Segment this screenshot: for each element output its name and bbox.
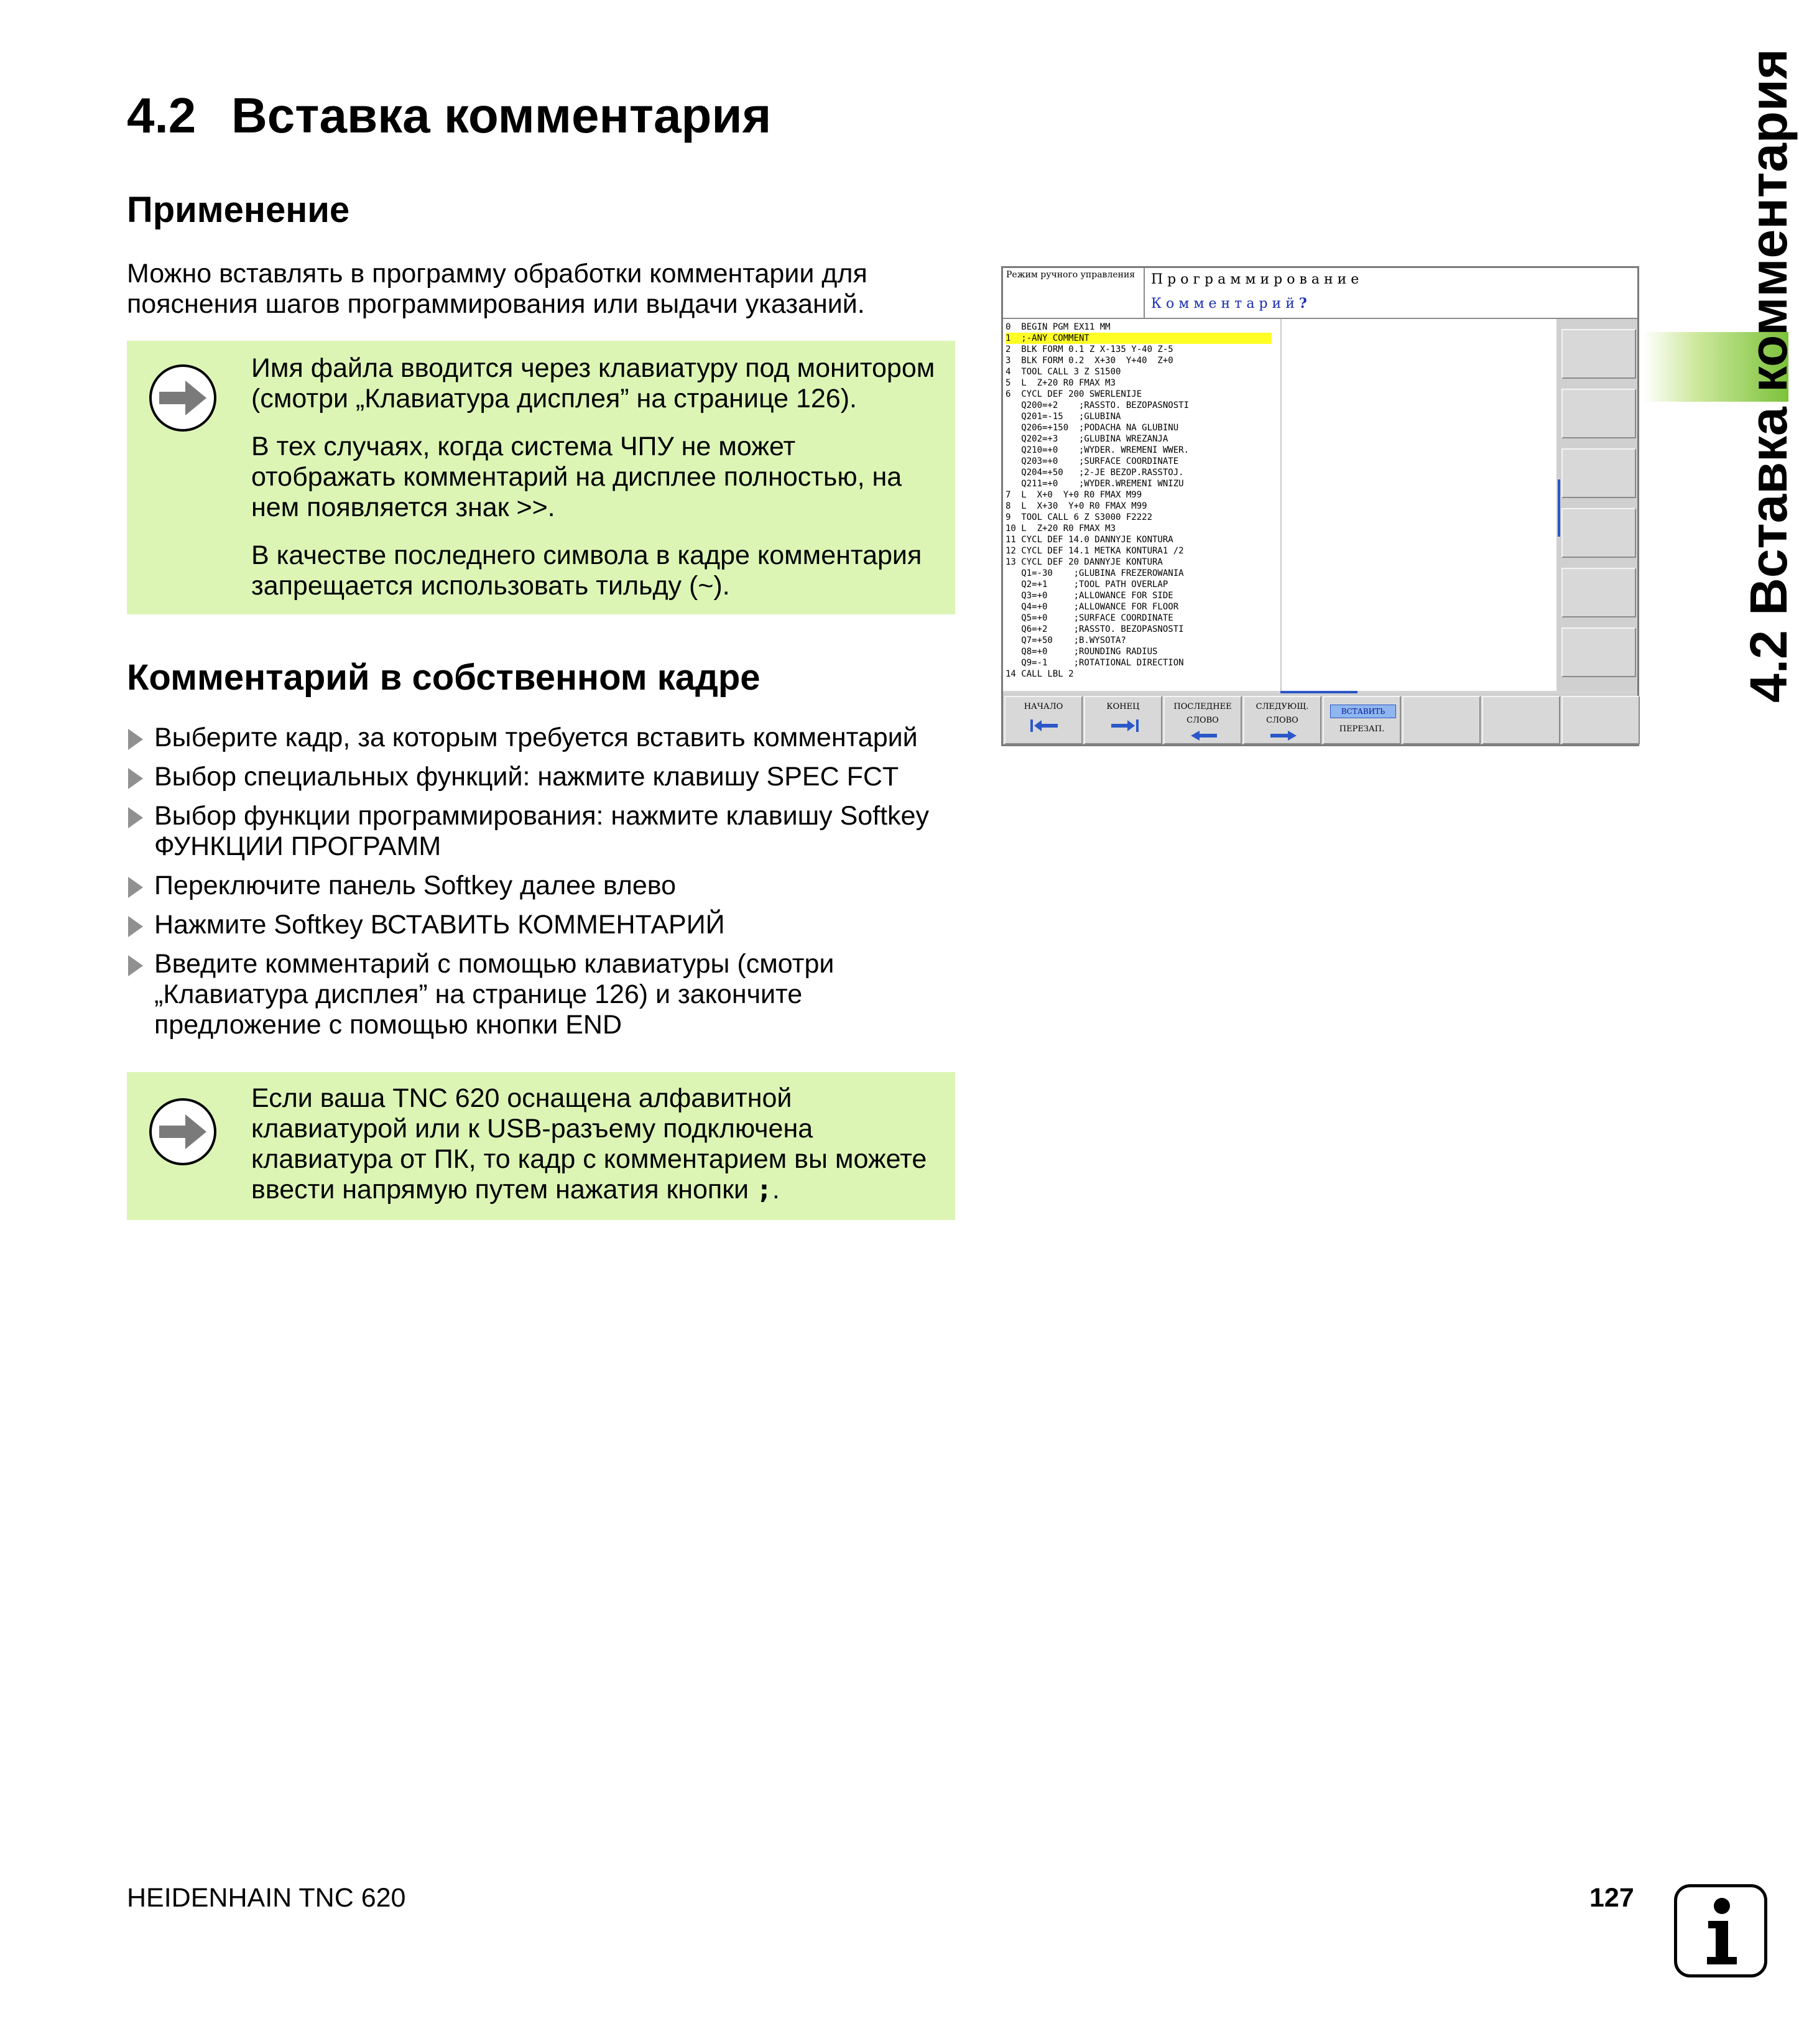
code-line[interactable]: 13 CYCL DEF 20 DANNYJE KONTURA xyxy=(1006,557,1163,567)
bullet-triangle-icon xyxy=(128,955,143,976)
code-line[interactable]: 12 CYCL DEF 14.1 METKA KONTURA1 /2 xyxy=(1006,546,1184,556)
vertical-softkey[interactable] xyxy=(1561,448,1636,498)
code-line[interactable]: Q202=+3 ;GLUBINA WREZANJA xyxy=(1006,434,1168,444)
code-line[interactable]: Q206=+150 ;PODACHA NA GLUBINU xyxy=(1006,423,1179,433)
code-line[interactable]: Q3=+0 ;ALLOWANCE FOR SIDE xyxy=(1006,591,1173,601)
softkey-start[interactable]: НАЧАЛО xyxy=(1004,696,1083,744)
arrow-left-to-bar-icon xyxy=(1029,718,1060,733)
step-item: Выберите кадр, за которым требуется вставить комментарий xyxy=(127,723,960,753)
vertical-softkey[interactable] xyxy=(1561,568,1636,617)
code-line[interactable]: 2 BLK FORM 0.1 Z X-135 Y-40 Z-5 xyxy=(1006,345,1173,354)
vertical-softkey[interactable] xyxy=(1561,329,1636,379)
graphics-area xyxy=(1280,319,1556,691)
step-item: Выбор функции программирования: нажмите клавишу Softkey ФУНКЦИИ ПРОГРАММ xyxy=(127,801,960,862)
code-line-selected[interactable]: 1 ;-ANY COMMENT xyxy=(1006,333,1272,344)
code-line[interactable]: 0 BEGIN PGM EX11 MM xyxy=(1006,322,1111,332)
vertical-softkey[interactable] xyxy=(1561,508,1636,558)
vertical-softkey[interactable] xyxy=(1561,627,1636,677)
softkey-previous-word[interactable]: ПОСЛЕДНЕЕ СЛОВО xyxy=(1163,696,1242,744)
bullet-triangle-icon xyxy=(128,729,143,750)
code-line[interactable]: Q204=+50 ;2-JE BEZOP.RASSTOJ. xyxy=(1006,468,1184,478)
softkey-empty[interactable] xyxy=(1482,696,1560,744)
intro-paragraph: Можно вставлять в программу обработки комментарии для пояснения шагов программирования или выдачи указаний. xyxy=(127,259,867,319)
code-line[interactable]: Q7=+50 ;B.WYSOTA? xyxy=(1006,636,1126,645)
code-line[interactable]: Q6=+2 ;RASSTO. BEZOPASNOSTI xyxy=(1006,624,1184,634)
note-1-paragraph: В качестве последнего символа в кадре комментария запрещается использовать тильду (~). xyxy=(251,540,922,601)
info-icon xyxy=(1674,1884,1767,1977)
code-line[interactable]: 6 CYCL DEF 200 SWERLENIJE xyxy=(1006,389,1142,399)
arrow-right-icon xyxy=(148,1097,218,1167)
code-line[interactable]: 9 TOOL CALL 6 Z S3000 F2222 xyxy=(1006,512,1153,522)
insert-mode-highlight: ВСТАВИТЬ xyxy=(1330,705,1396,718)
code-line[interactable]: Q211=+0 ;WYDER.WREMENI WNIZU xyxy=(1006,479,1184,489)
vertical-softkey-level-indicator xyxy=(1558,479,1560,537)
page-number: 127 xyxy=(1589,1883,1634,1913)
mode-label: Режим ручного управления xyxy=(1003,268,1145,319)
note-1-text xyxy=(251,353,936,619)
note-2-paragraph: Если ваша TNC 620 оснащена алфавитной клавиатурой или к USB-разъему подключена клавиатура от ПК, то кадр с комментарием вы можете ввести напрямую путем нажатия кнопки ;. xyxy=(251,1083,927,1205)
arrow-right-icon xyxy=(1268,729,1299,742)
code-line[interactable]: Q5=+0 ;SURFACE COORDINATE xyxy=(1006,613,1173,623)
softkey-insert-overwrite[interactable]: ВСТАВИТЬ ПЕРЕЗАП. xyxy=(1323,696,1401,744)
note-box-1 xyxy=(127,341,955,614)
subsection-title-application: Применение xyxy=(127,190,350,230)
code-line[interactable]: Q4=+0 ;ALLOWANCE FOR FLOOR xyxy=(1006,602,1179,612)
code-line[interactable]: Q8=+0 ;ROUNDING RADIUS xyxy=(1006,647,1158,657)
code-line[interactable]: Q210=+0 ;WYDER. WREMENI WWER. xyxy=(1006,445,1190,455)
code-line[interactable]: 3 BLK FORM 0.2 X+30 Y+40 Z+0 xyxy=(1006,356,1173,366)
softkey-end[interactable]: КОНЕЦ xyxy=(1084,696,1162,744)
step-item: Нажмите Softkey ВСТАВИТЬ КОММЕНТАРИЙ xyxy=(127,910,960,940)
softkey-empty[interactable] xyxy=(1561,696,1640,744)
section-title-text: Вставка комментария xyxy=(231,88,772,143)
code-line[interactable]: 5 L Z+20 R0 FMAX M3 xyxy=(1006,378,1116,388)
code-line[interactable]: Q1=-30 ;GLUBINA FREZEROWANIA xyxy=(1006,568,1184,578)
code-line[interactable]: 8 L X+30 Y+0 R0 FMAX M99 xyxy=(1006,501,1147,511)
note-2-text xyxy=(251,1083,936,1205)
arrow-left-icon xyxy=(1188,729,1219,742)
code-line[interactable]: Q200=+2 ;RASSTO. BEZOPASNOSTI xyxy=(1006,400,1190,410)
section-number: 4.2 xyxy=(127,88,197,143)
note-1-paragraph: В тех случаях, когда система ЧПУ не может отображать комментарий на дисплее полностью, на нем появляется знак >>. xyxy=(251,432,902,522)
section-heading xyxy=(127,87,771,144)
bullet-triangle-icon xyxy=(128,768,143,789)
program-code-listing xyxy=(1003,319,1280,691)
footer-product-name: HEIDENHAIN TNC 620 xyxy=(127,1883,406,1913)
code-line[interactable]: 7 L X+0 Y+0 R0 FMAX M99 xyxy=(1006,490,1142,500)
subsection-title-own-block: Комментарий в собственном кадре xyxy=(127,657,761,698)
note-1-paragraph: Имя файла вводится через клавиатуру под монитором (смотри „Клавиатура дисплея” на странице 126). xyxy=(251,353,935,414)
program-title: Программирование xyxy=(1151,272,1364,287)
program-header xyxy=(1145,268,1637,319)
code-line[interactable]: Q9=-1 ;ROTATIONAL DIRECTION xyxy=(1006,658,1184,668)
bullet-triangle-icon xyxy=(128,807,143,828)
bullet-triangle-icon xyxy=(128,877,143,898)
step-item: Выбор специальных функций: нажмите клавишу SPEC FCT xyxy=(127,762,960,792)
vertical-softkey-bar xyxy=(1556,319,1637,691)
tnc-screen-screenshot xyxy=(1001,266,1639,746)
code-line[interactable]: 11 CYCL DEF 14.0 DANNYJE KONTURA xyxy=(1006,535,1173,545)
arrow-right-to-bar-icon xyxy=(1109,718,1140,733)
code-line[interactable]: Q201=-15 ;GLUBINA xyxy=(1006,412,1121,422)
code-line[interactable]: 4 TOOL CALL 3 Z S1500 xyxy=(1006,367,1121,377)
bullet-triangle-icon xyxy=(128,916,143,937)
horizontal-softkey-bar xyxy=(1003,693,1637,744)
code-line[interactable]: Q203=+0 ;SURFACE COORDINATE xyxy=(1006,456,1179,466)
step-item: Введите комментарий с помощью клавиатуры (смотри „Клавиатура дисплея” на странице 126) и закончите предложение с помощью кнопки END xyxy=(127,949,960,1040)
code-line[interactable]: Q2=+1 ;TOOL PATH OVERLAP xyxy=(1006,580,1168,590)
code-line[interactable]: 14 CALL LBL 2 xyxy=(1006,669,1074,679)
softkey-empty[interactable] xyxy=(1402,696,1481,744)
step-item: Переключите панель Softkey далее влево xyxy=(127,871,960,901)
softkey-next-word[interactable]: СЛЕДУЮЩ. СЛОВО xyxy=(1243,696,1321,744)
code-line[interactable]: 10 L Z+20 R0 FMAX M3 xyxy=(1006,524,1116,534)
steps-list xyxy=(127,723,960,1049)
arrow-right-icon xyxy=(148,363,218,433)
prompt-line: Комментарий? xyxy=(1151,295,1311,312)
vertical-softkey[interactable] xyxy=(1561,389,1636,438)
note-box-2 xyxy=(127,1072,955,1220)
side-chapter-title: 4.2 Вставка комментария xyxy=(1739,49,1798,703)
semicolon-key: ; xyxy=(756,1174,772,1205)
